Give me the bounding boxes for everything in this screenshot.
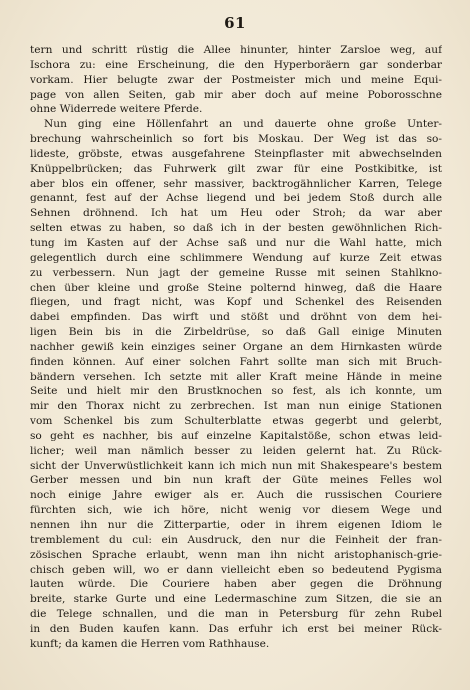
text-line: dabei empfinden. Das wirft und stößt und dröhnt von dem hei- [30,311,442,324]
text-line: fliegen, und fragt nicht, was Kopf und Schenkel des Reisenden [30,296,442,309]
text-line: vorkam. Hier belugte zwar der Postmeister mich und meine Equi- [30,73,442,86]
text-line: kunft; da kamen die Herren vom Rathhause. [30,637,270,650]
text-line: chisch geben will, wo er dann vielleicht eben so bedeutend Pygisma [30,563,442,576]
text-line: selten etwas zu haben, so daß ich in der besten gewöhnlichen Rich- [30,222,442,235]
body-text [30,43,442,652]
text-line: tung im Kasten auf der Achse saß und nur die Wahl hatte, mich [30,236,442,249]
text-line: chen über kleine und große Steine polternd hinweg, daß die Haare [30,281,442,294]
text-line: die Telege schnallen, und die man in Petersburg für zehn Rubel [30,608,442,621]
text-line: ohne Widerrede weitere Pferde. [30,103,203,116]
text-line: Seite und hielt mir den Brustknochen so fest, als ich konnte, um [30,385,442,398]
text-line: sicht der Unverwüstlichkeit kann ich mich nun mit Shakespeare's bestem [30,459,442,472]
text-line: breite, starke Gurte und eine Ledermaschine zum Sitzen, die sie an [30,593,442,606]
text-line: tremblement du cul: ein Ausdruck, den nur die Feinheit der fran- [30,533,442,546]
text-line: page von allen Seiten, gab mir aber doch auf meine Poborosschne [30,88,442,101]
text-line: brechung wahrscheinlich so fort bis Moskau. Der Weg ist das so- [30,133,442,146]
text-line: Ischora zu: eine Erscheinung, die den Hyperboräern gar sonderbar [30,58,442,71]
text-line: Nun ging eine Höllenfahrt an und dauerte ohne große Unter- [44,118,442,131]
text-line: Gerber messen und bin nun kraft der Güte meines Felles wol [30,474,442,487]
text-line: Knüppelbrücken; das Fuhrwerk gilt zwar für eine Postkibitke, ist [30,162,442,175]
text-line: nachher gewiß kein einziges seiner Organe an dem Hirnkasten würde [30,340,442,353]
text-line: genannt, fest auf der Achse liegend und bei jedem Stoß durch alle [30,192,442,205]
text-line: nennen ihn nur die Zitterpartie, oder in ihrem eigenen Idiom le [30,519,442,531]
text-line: noch einige Jahre ewiger als er. Auch die russischen Couriere [30,489,442,502]
text-line: mir den Thorax nicht zu zerbrechen. Ist man nun einige Stationen [30,400,442,413]
text-line: vom Schenkel bis zum Schulterblatte etwas gegerbt und gelerbt, [30,415,442,428]
text-line: aber blos ein offener, sehr massiver, backtrogähnlicher Karren, Telege [30,177,442,190]
text-line: fürchten sich, wie ich höre, nicht wenig vor diesem Wege und [30,504,442,517]
text-line: tern und schritt rüstig die Allee hinunter, hinter Zarsloe weg, auf [30,44,442,56]
text-line: zösischen Sprache erlaubt, wenn man ihn nicht aristophanisch-grie- [30,548,442,561]
text-line: ligen Bein bis in die Zirbeldrüse, so daß Gall einige Minuten [30,326,442,339]
text-line: lideste, gröbste, etwas ausgefahrene Steinpflaster mit abwechselnden [30,147,442,160]
text-line: finden können. Auf einer solchen Fahrt sollte man sich mit Bruch- [30,355,442,368]
text-line: gelegentlich durch eine schlimmere Wendung auf kurze Zeit etwas [30,251,442,264]
text-line: bändern versehen. Ich setzte mit aller Kraft meine Hände in meine [30,370,442,383]
text-line: in den Buden kaufen kann. Das erfuhr ich erst bei meiner Rück- [30,622,442,635]
text-line: licher; weil man nämlich besser zu leiden gelernt hat. Zu Rück- [30,444,442,457]
text-line: so geht es nachher, bis auf einzelne Kapitalstöße, schon etwas leid- [30,429,442,442]
text-line: lauten würde. Die Couriere haben aber gegen die Dröhnung [30,578,442,591]
text-line: zu verbessern. Nun jagt der gemeine Russe mit seinen Stahlkno- [30,266,442,279]
text-line: Sehnen dröhnend. Ich hat um Heu oder Stroh; da war aber [30,207,442,220]
page-number: 61 [224,14,246,32]
